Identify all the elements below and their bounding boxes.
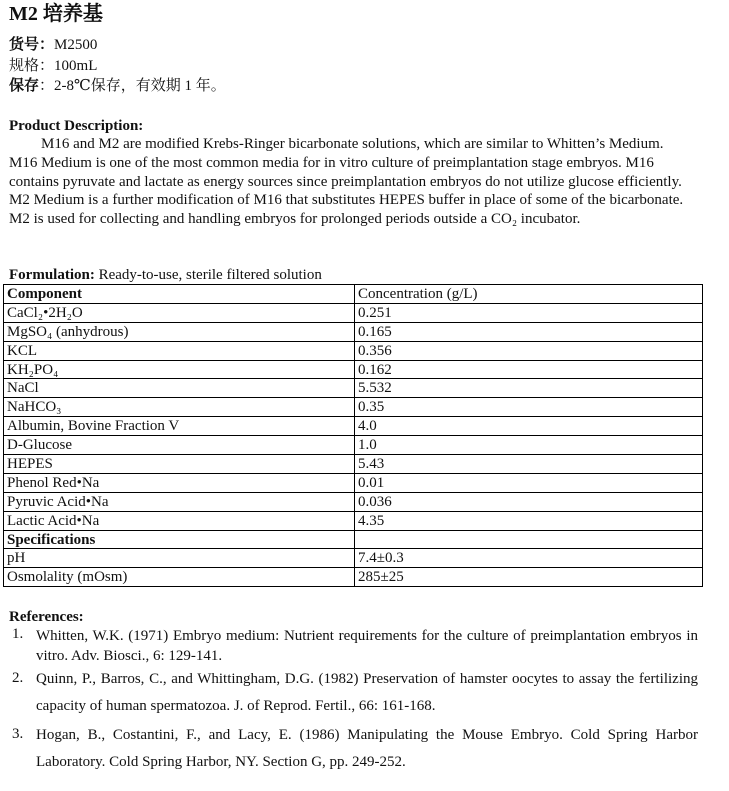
table-row: [4, 379, 703, 398]
concentration-column-header: Concentration (g/L): [355, 285, 703, 304]
component-concentration: 0.165: [355, 322, 703, 341]
component-concentration: 4.35: [355, 511, 703, 530]
spec-name: pH: [4, 549, 355, 568]
specifications-heading-blank: [355, 530, 703, 549]
table-row: [4, 473, 703, 492]
spec-name: Osmolality (mOsm): [4, 568, 355, 587]
table-row: [4, 303, 703, 322]
reference-text: Whitten, W.K. (1971) Embryo medium: Nutrient requirements for the culture of preimplantation embryos in vitro. Adv. Biosci., 6: 129-141.: [36, 628, 698, 664]
component-name: D-Glucose: [4, 436, 355, 455]
table-header-row: [4, 285, 703, 304]
storage-label: 保存: [9, 78, 40, 94]
component-name: NaCl: [4, 379, 355, 398]
formulation-note: Ready-to-use, sterile filtered solution: [98, 267, 322, 283]
catalog-number-sep: ：: [39, 37, 55, 53]
component-concentration: 5.43: [355, 455, 703, 474]
catalog-number-value: M2500: [54, 37, 98, 53]
component-concentration: 0.251: [355, 303, 703, 322]
table-row: [4, 322, 703, 341]
table-row: [4, 436, 703, 455]
specifications-heading: Specifications: [4, 530, 355, 549]
table-row: [4, 492, 703, 511]
reference-number: 1.: [12, 626, 24, 642]
catalog-number: [9, 35, 97, 55]
formulation-label: Formulation:: [9, 267, 95, 283]
spec-value: 7.4±0.3: [355, 549, 703, 568]
specification-sep: ：: [39, 58, 55, 74]
table-row: [4, 417, 703, 436]
product-description-heading: Product Description:: [9, 118, 144, 134]
component-name: NaHCO₃: [4, 398, 355, 417]
component-concentration: 0.162: [355, 360, 703, 379]
component-concentration: 0.036: [355, 492, 703, 511]
component-concentration: 0.01: [355, 473, 703, 492]
formulation-table: [3, 284, 703, 587]
component-concentration: 5.532: [355, 379, 703, 398]
component-name: KH₂PO₄: [4, 360, 355, 379]
component-column-header: Component: [4, 285, 355, 304]
component-name: MgSO₄ (anhydrous): [4, 322, 355, 341]
reference-text: Hogan, B., Costantini, F., and Lacy, E. (1986) Manipulating the Mouse Embryo. Cold Spring Harbor Laboratory. Cold Spring Harbor, NY. Section G, pp. 249-252.: [36, 727, 698, 770]
table-row: [4, 398, 703, 417]
table-row: [4, 360, 703, 379]
storage: [9, 76, 226, 96]
reference-text: Quinn, P., Barros, C., and Whittingham, D.G. (1982) Preservation of hamster oocytes to assay the fertilizing capacity of human spermatozoa. J. of Reprod. Fertil., 66: 161-168.: [36, 671, 698, 714]
table-row: [4, 511, 703, 530]
component-concentration: 0.35: [355, 398, 703, 417]
specification-value: 100mL: [54, 58, 98, 74]
page-title: M2 培养基: [9, 3, 103, 25]
component-name: Pyruvic Acid•Na: [4, 492, 355, 511]
spec-value: 285±25: [355, 568, 703, 587]
product-description-text: M16 and M2 are modified Krebs-Ringer bicarbonate solutions, which are similar to Whitten’s Medium. M16 Medium is one of the most common media for in vitro culture of preimplantation stage embryos. M16 contains pyruvate and lactate as energy sources since preimplantation embryos do not utilize glucose efficiently. M2 Medium is a further modification of M16 that substitutes HEPES buffer in place of some of the bicarbonate. M2 is used for collecting and handling embryos for prolonged periods outside a CO₂ incubator.: [9, 136, 684, 228]
component-name: Lactic Acid•Na: [4, 511, 355, 530]
specification: [9, 56, 97, 76]
specifications-heading-row: [4, 530, 703, 549]
component-name: CaCl₂•2H₂O: [4, 303, 355, 322]
table-row: [4, 341, 703, 360]
storage-value: 2-8℃保存，有效期 1 年。: [54, 78, 226, 94]
references-heading: References:: [9, 609, 84, 625]
component-name: Albumin, Bovine Fraction V: [4, 417, 355, 436]
catalog-number-label: 货号: [9, 37, 40, 53]
table-row: [4, 455, 703, 474]
storage-sep: ：: [39, 78, 55, 94]
table-row: [4, 549, 703, 568]
reference-number: 3.: [12, 726, 24, 742]
table-row: [4, 568, 703, 587]
component-name: KCL: [4, 341, 355, 360]
specification-label: 规格: [9, 58, 40, 74]
component-concentration: 4.0: [355, 417, 703, 436]
component-concentration: 0.356: [355, 341, 703, 360]
component-name: Phenol Red•Na: [4, 473, 355, 492]
reference-number: 2.: [12, 670, 24, 686]
component-concentration: 1.0: [355, 436, 703, 455]
formulation-line: [9, 265, 322, 285]
component-name: HEPES: [4, 455, 355, 474]
